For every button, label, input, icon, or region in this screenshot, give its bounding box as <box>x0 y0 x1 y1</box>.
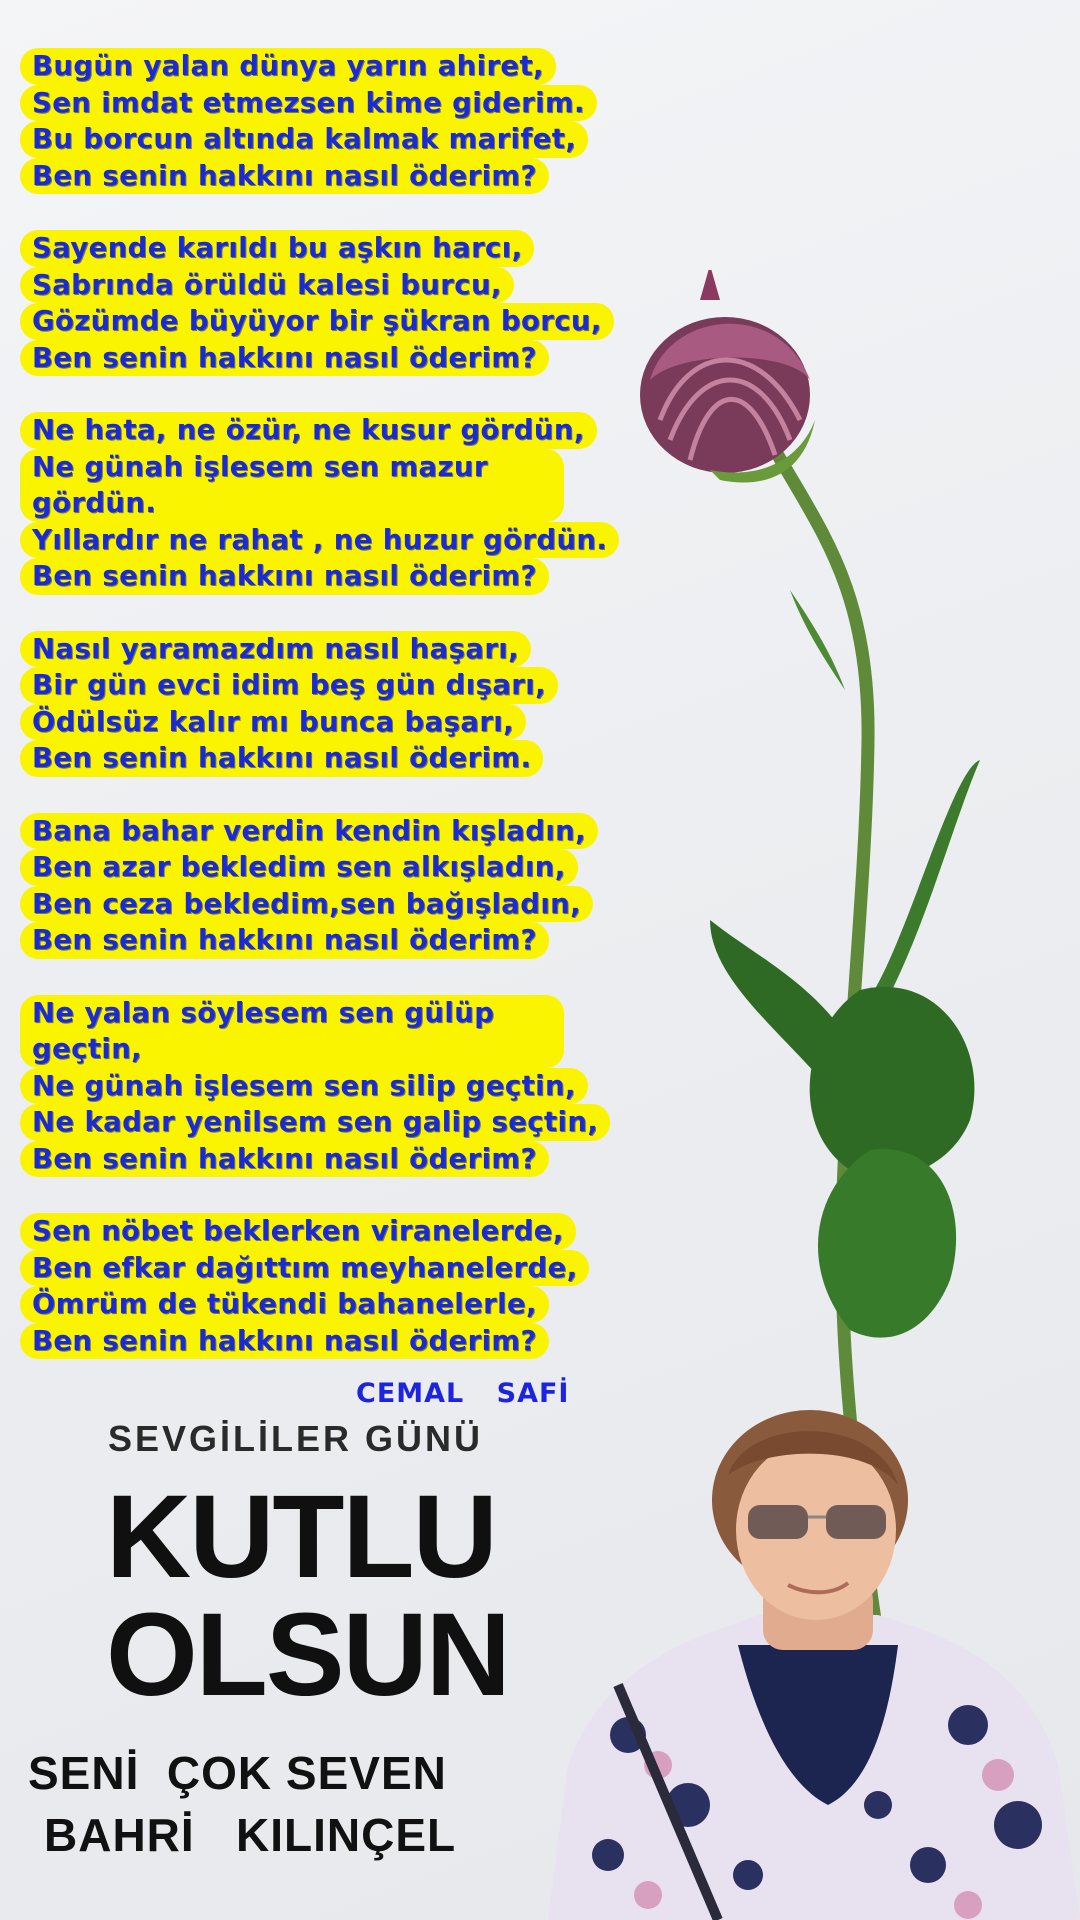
poem-line: Nasıl yaramazdım nasıl haşarı, <box>20 631 531 668</box>
poem-line: Sabrında örüldü kalesi burcu, <box>20 267 514 304</box>
stanza-1 <box>20 48 680 194</box>
poem-line: Ne yalan söylesem sen gülüp geçtin, <box>20 995 564 1068</box>
poem-line: Bir gün evci idim beş gün dışarı, <box>20 667 558 704</box>
poem-line: Ödülsüz kalır mı bunca başarı, <box>20 704 526 741</box>
greeting-line-2: OLSUN <box>106 1589 509 1721</box>
poem-line: Ne günah işlesem sen silip geçtin, <box>20 1068 588 1105</box>
greeting-line-1: KUTLU <box>106 1471 496 1603</box>
poem-line: Ne kadar yenilsem sen galip seçtin, <box>20 1104 610 1141</box>
sender-line-1: SENİ ÇOK SEVEN <box>28 1747 447 1799</box>
poem-line: Ben senin hakkını nasıl öderim? <box>20 1323 549 1360</box>
poem-line: Ne hata, ne özür, ne kusur gördün, <box>20 412 597 449</box>
poem-line: Sen imdat etmezsen kime giderim. <box>20 85 597 122</box>
poem-line: Bugün yalan dünya yarın ahiret, <box>20 48 556 85</box>
author-name: CEMAL SAFİ <box>356 1378 570 1409</box>
poem-line: Yıllardır ne rahat , ne huzur gördün. <box>20 522 619 559</box>
poem-line: Ne günah işlesem sen mazur gördün. <box>20 449 564 522</box>
poem-line: Ben senin hakkını nasıl öderim? <box>20 922 549 959</box>
poem-line: Ben efkar dağıttım meyhanelerde, <box>20 1250 589 1287</box>
poem-line: Sayende karıldı bu aşkın harcı, <box>20 230 534 267</box>
poem-line: Ömrüm de tükendi bahanelerle, <box>20 1286 549 1323</box>
greeting-subtitle: SEVGİLİLER GÜNÜ <box>108 1418 484 1459</box>
sender-line-2: BAHRİ KILINÇEL <box>44 1809 457 1861</box>
portrait-icon <box>548 1405 1080 1920</box>
poem-line: Bu borcun altında kalmak marifet, <box>20 121 588 158</box>
poem-line: Sen nöbet beklerken viranelerde, <box>20 1213 576 1250</box>
poem-line: Ben senin hakkını nasıl öderim? <box>20 158 549 195</box>
poem-line: Ben senin hakkını nasıl öderim? <box>20 558 549 595</box>
poem-line: Bana bahar verdin kendin kışladın, <box>20 813 598 850</box>
poem-line: Ben ceza bekledim,sen bağışladın, <box>20 886 593 923</box>
poem-line: Ben azar bekledim sen alkışladın, <box>20 849 578 886</box>
poem-line: Ben senin hakkını nasıl öderim? <box>20 340 549 377</box>
poem-line: Gözümde büyüyor bir şükran borcu, <box>20 303 614 340</box>
poem-line: Ben senin hakkını nasıl öderim? <box>20 1141 549 1178</box>
poem-line: Ben senin hakkını nasıl öderim. <box>20 740 543 777</box>
